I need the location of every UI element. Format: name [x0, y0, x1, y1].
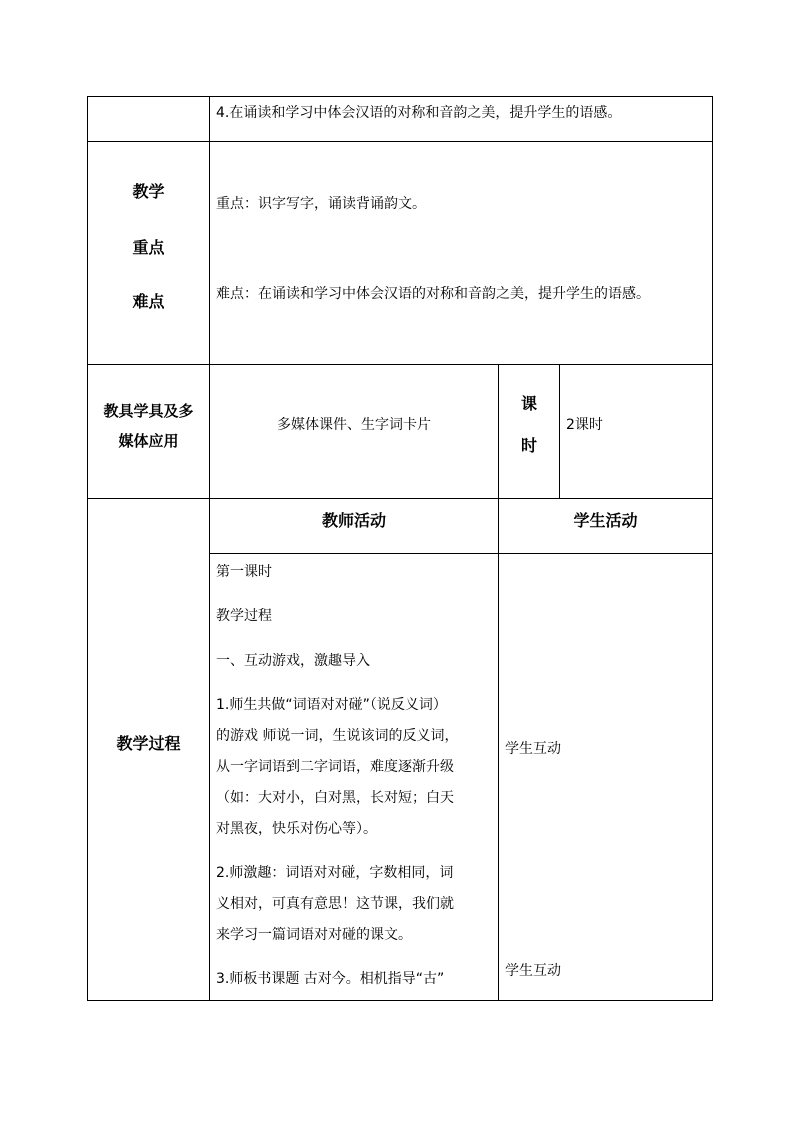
teacher-activity-line: 义相对，可真有意思！这节课，我们就	[216, 896, 454, 912]
teacher-activity-header: 教师活动	[321, 511, 386, 530]
student-activity-text: 学生互动	[505, 741, 561, 757]
table-row-divider	[87, 364, 713, 365]
key-difficult-label-line: 重点	[132, 238, 165, 257]
student-activity-text: 学生互动	[505, 963, 561, 979]
table-column-divider	[559, 364, 560, 498]
table-row-divider	[87, 141, 713, 142]
teacher-activity-line: 对黑夜，快乐对伤心等）。	[216, 821, 377, 837]
hours-label-line: 课	[520, 394, 537, 413]
table-top-border	[87, 96, 713, 97]
teacher-activity-line: 2.师激趣：词语对对碰，字数相同，词	[216, 865, 454, 881]
teacher-activity-line: 来学习一篇词语对对碰的课文。	[216, 927, 412, 943]
difficult-point-text: 难点：在诵读和学习中体会汉语的对称和音韵之美，提升学生的语感。	[216, 286, 650, 302]
table-right-border	[712, 96, 713, 1001]
teacher-activity-line: 第一课时	[216, 564, 272, 580]
teacher-activity-line: 教学过程	[216, 608, 272, 624]
key-difficult-label-line: 教学	[132, 182, 165, 201]
tools-label-line: 教具学具及多	[103, 402, 194, 420]
teacher-activity-line: 的游戏 师说一词，生说该词的反义词，	[216, 728, 459, 744]
key-difficult-label-line: 难点	[132, 292, 165, 311]
teacher-activity-line: 1.师生共做“词语对对碰”（说反义词）	[216, 697, 447, 713]
hours-label-line: 时	[520, 436, 537, 455]
teacher-activity-line: 一、互动游戏，激趣导入	[216, 653, 370, 669]
key-point-text: 重点：识字写字，诵读背诵韵文。	[216, 196, 426, 212]
table-row-divider	[87, 498, 713, 499]
student-activity-header: 学生活动	[573, 511, 638, 530]
tools-text: 多媒体课件、生字词卡片	[277, 417, 431, 433]
hours-value: 2课时	[566, 417, 603, 433]
table-column-divider	[498, 364, 499, 1001]
table-label-column-divider	[209, 96, 210, 1001]
table-bottom-border	[87, 1000, 713, 1001]
table-header-divider	[209, 553, 713, 554]
tools-label-line: 媒体应用	[118, 432, 179, 450]
teacher-activity-line: 从一字词语到二字词语，难度逐渐升级	[216, 759, 454, 775]
teacher-activity-line: （如：大对小，白对黑，长对短；白天	[216, 790, 454, 806]
table-left-border	[87, 96, 88, 1001]
goal-text: 4.在诵读和学习中体会汉语的对称和音韵之美，提升学生的语感。	[216, 105, 622, 121]
process-label: 教学过程	[116, 734, 181, 753]
teacher-activity-line: 3.师板书课题 古对今。相机指导“古”	[216, 971, 445, 987]
